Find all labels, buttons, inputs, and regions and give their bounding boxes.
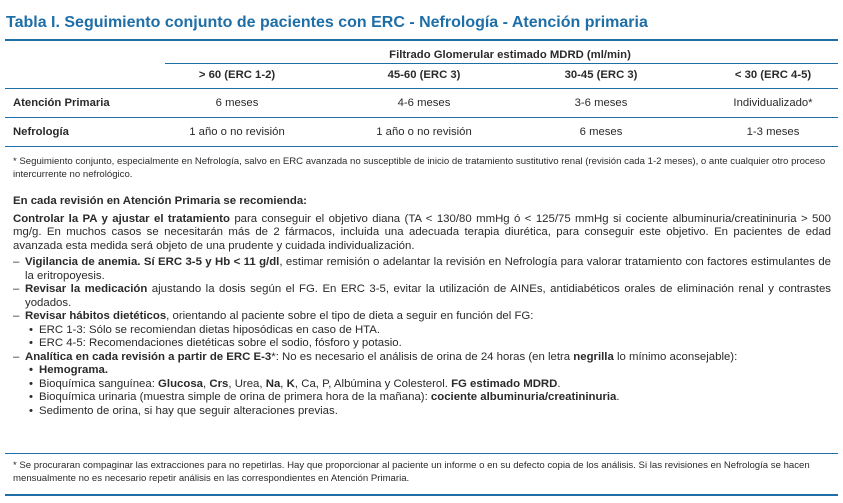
- diet-text: , orientando al paciente sobre el tipo de dieta a seguir en función del FG:: [166, 310, 534, 322]
- diet-item: [13, 310, 831, 324]
- diet-bold: Revisar hábitos dietéticos: [25, 310, 167, 322]
- col-header-1: > 60 (ERC 1-2): [198, 69, 276, 81]
- anemia-item: [13, 256, 831, 283]
- urine-prefix: Bioquímica urinaria (muestra simple de orina de primera hora de la mañana):: [39, 391, 431, 403]
- serum-na: Na: [265, 377, 281, 390]
- medication-bold: Revisar la medicación: [25, 283, 148, 295]
- anemia-text: , estimar remisión o adelantar la revisión en Nefrología para valorar tratamiento con factores estimulantes de la eritropoyesis.: [25, 256, 831, 282]
- recommendations: [13, 195, 831, 418]
- row-rule: [5, 117, 838, 118]
- bp-bold: Controlar la PA y ajustar el tratamiento: [13, 212, 230, 225]
- lab-bold: Analítica en cada revisión a partir de ERC E-3: [25, 350, 272, 363]
- table-cell: 1 año o no revisión: [376, 126, 472, 138]
- serum-k: K: [286, 377, 295, 390]
- serum-glucosa: Glucosa: [158, 377, 203, 390]
- table-cell: 6 meses: [215, 97, 259, 109]
- serum-end: .: [557, 377, 561, 390]
- footnote-rule: [5, 453, 838, 454]
- lab-item: [13, 351, 831, 365]
- table-cell: 6 meses: [579, 126, 623, 138]
- lab-serum: • Bioquímica sanguínea: Glucosa, Crs, Urea, Na, K, Ca, P, Albúmina y Colesterol. FG estimado MDRD.: [13, 378, 831, 392]
- anemia-bold: Vigilancia de anemia. Sí ERC 3-5 y Hb < 11 g/dl: [25, 256, 280, 268]
- table-title: Tabla I. Seguimiento conjunto de pacientes con ERC - Nefrología - Atención primaria: [6, 14, 648, 31]
- row-label-nefrologia: Nefrología: [13, 126, 69, 138]
- title-rule: [5, 39, 838, 41]
- lab-bold-2: negrilla: [573, 350, 614, 363]
- serum-urea: Urea: [234, 377, 260, 390]
- table-cell: Individualizado*: [733, 97, 813, 109]
- table-bottom-rule: [5, 146, 838, 147]
- col-header-3: 30-45 (ERC 3): [564, 69, 638, 81]
- group-header: Filtrado Glomerular estimado MDRD (ml/min): [389, 49, 631, 61]
- serum-rest: Ca, P, Albúmina y Colesterol.: [301, 377, 452, 390]
- diet-subitem: • ERC 4-5: Recomendaciones dietéticas sobre el sodio, fósforo y potasio.: [13, 337, 831, 351]
- diet-subitem: • ERC 1-3: Sólo se recomiendan dietas hiposódicas en caso de HTA.: [13, 324, 831, 338]
- footnote: * Se procuraran compaginar las extracciones para no repetirlas. Hay que proporcionar al paciente un informe o en su defecto copia de los análisis. Si las revisiones en Nefrología se hacen mensualmente no es necesario repetir análisis en las correspondientes en Atención Primaria.: [13, 460, 810, 484]
- medication-item: [13, 283, 831, 310]
- col-header-2: 45-60 (ERC 3): [387, 69, 461, 81]
- bp-text: para conseguir el objetivo diana (TA < 130/80 mmHg ó < 125/75 mmHg si cociente albuminuria/creatininuria > 500 mg/g. En muchos casos se necesitarán más de 2 fármacos, incluida una adecuada terapia diurética, para conseguir este objetivo. En pacientes de edad avanzada esta medida será objeto de una prudente y cuidada individualización.: [13, 212, 831, 252]
- lab-urine: [13, 391, 831, 405]
- bottom-rule: [5, 494, 838, 496]
- table-cell: 3-6 meses: [574, 97, 628, 109]
- table-cell: 1-3 meses: [746, 126, 800, 138]
- serum-fg: FG estimado MDRD: [451, 377, 558, 390]
- header-rule: [5, 88, 838, 89]
- medication-text: ajustando la dosis según el FG. En ERC 3-5, evitar la utilización de AINEs, antidiabéticos orales de eliminación renal y contrastes yodados.: [25, 283, 831, 309]
- urine-end: .: [616, 391, 620, 403]
- serum-prefix: Bioquímica sanguínea:: [39, 377, 159, 390]
- recommendations-heading: En cada revisión en Atención Primaria se recomienda:: [13, 195, 307, 207]
- row-label-atencion: Atención Primaria: [13, 97, 110, 109]
- group-header-rule: [165, 63, 838, 64]
- table-cell: 1 año o no revisión: [189, 126, 285, 138]
- lab-hemograma: • Hemograma.: [13, 364, 831, 378]
- serum-crs: Crs: [209, 377, 229, 390]
- col-header-4: < 30 (ERC 4-5): [734, 69, 812, 81]
- table-note: * Seguimiento conjunto, especialmente en Nefrología, salvo en ERC avanzada no susceptible de inicio de tratamiento sustitutivo renal (revisión cada 1-2 meses), o ante cualquier otro proceso intercurrente no nefrológico.: [13, 156, 826, 180]
- lab-text: *: No es necesario el análisis de orina de 24 horas (en letra: [271, 350, 574, 363]
- lab-sediment: • Sedimento de orina, si hay que seguir alteraciones previas.: [13, 405, 831, 419]
- table-cell: 4-6 meses: [397, 97, 451, 109]
- urine-bold: cociente albuminuria/creatininuria: [430, 391, 617, 403]
- bp-paragraph: [13, 213, 831, 254]
- lab-text-2: lo mínimo aconsejable):: [613, 350, 738, 363]
